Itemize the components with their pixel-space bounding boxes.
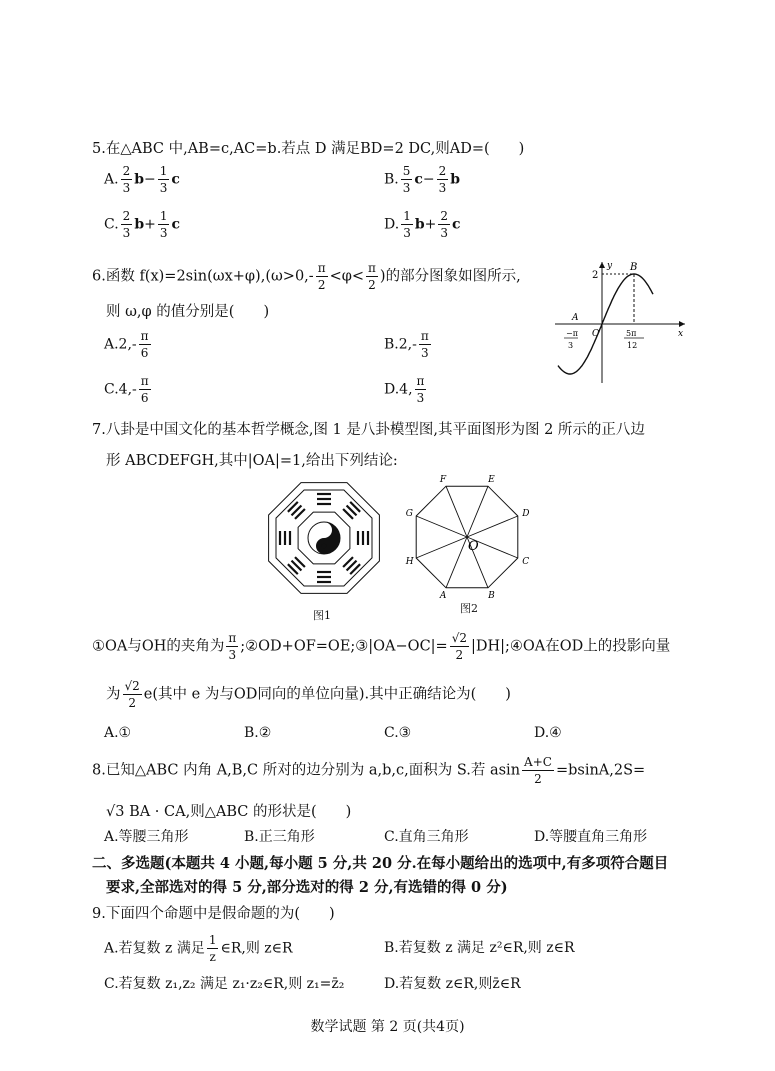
vertex-label-f: F — [439, 474, 447, 485]
vertex-label-c: C — [522, 557, 530, 568]
q8-line2: √3 BA · CA,则△ABC 的形状是( ) — [106, 804, 352, 820]
q6-sine-graph — [550, 258, 690, 388]
point-a-label: A — [572, 313, 579, 323]
right-tick-num: 5π — [626, 329, 637, 338]
left-tick-den: 3 — [568, 341, 574, 350]
q8-option-b: B.正三角形 — [244, 829, 315, 845]
y-label: y — [607, 261, 613, 271]
q9-stem: 9.下面四个命题中是假命题的为( ) — [92, 906, 335, 922]
q7-option-c: C.③ — [384, 725, 412, 741]
section2-heading-line1: 二、多选题(本题共 4 小题,每小题 5 分,共 20 分.在每小题给出的选项中,有多项符合题目 — [92, 855, 669, 872]
q5-option-b: B. $\frac{5}{3}$ c− $\frac{2}{3}$ b — [384, 164, 461, 195]
page-footer: 数学试题 第 2 页(共4页) — [310, 1019, 465, 1035]
q5-option-a: A. $\frac{2}{3}$ b− $\frac{1}{3}$ c — [104, 164, 180, 195]
q5-stem: 5.在△ABC 中,AB=c,AC=b.若点 D 满足BD=2 DC,则AD=( ) — [92, 141, 525, 157]
q9-option-a: A.若复数 z 满足 $\frac{1}{z}$ ∈R,则 z∈R — [104, 933, 293, 964]
vertex-label-d: D — [522, 508, 530, 519]
q6-option-a: A.2,- $\frac{\pi}{6}$ — [104, 329, 149, 360]
q9-option-c: C.若复数 z₁,z₂ 满足 z₁·z₂∈R,则 z₁=z̄₂ — [104, 976, 345, 992]
vertex-label-a: A — [439, 591, 447, 599]
bagua-figure — [258, 478, 390, 608]
q7-option-d: D.④ — [534, 725, 562, 741]
section2-heading-line2: 要求,全部选对的得 5 分,部分选对的得 2 分,有选错的得 0 分) — [106, 879, 508, 896]
vertex-label-e: E — [488, 474, 495, 485]
q6-option-d: D.4, $\frac{\pi}{3}$ — [384, 374, 425, 405]
right-tick-den: 12 — [627, 341, 638, 350]
vertex-label-h: H — [405, 557, 414, 568]
center-label-o: O — [468, 539, 479, 554]
q6-stem-line1: 6.函数 f(x)=2sin(ωx+φ),(ω>0,- $\frac{\pi}{2}$ <φ< $\frac{\pi}{2}$ )的部分图象如图所示, — [92, 261, 521, 292]
q6-option-b: B.2,- $\frac{\pi}{3}$ — [384, 329, 429, 360]
q7-option-b: B.② — [244, 725, 272, 741]
q9-option-b: B.若复数 z 满足 z²∈R,则 z∈R — [384, 940, 575, 956]
q8-line1: 8.已知△ABC 内角 A,B,C 所对的边分别为 a,b,c,面积为 S.若 asin $\frac{A+C}{2}$ =bsinA,2S= — [92, 755, 646, 786]
q7-conclusions-line: ①OA与OH的夹角为 $\frac{\pi}{3}$ ;②OD+OF=OE;③|OA−OC|= $\frac{√2}{2}$ |DH|;④OA在OD上的投影向量 — [92, 631, 671, 662]
q9-option-d: D.若复数 z∈R,则z̄∈R — [384, 976, 521, 992]
q5-option-d: D. $\frac{1}{3}$ b+ $\frac{2}{3}$ c — [384, 209, 461, 240]
vertex-label-g: G — [405, 508, 414, 519]
q8-option-a: A.等腰三角形 — [104, 829, 189, 845]
q5-option-c: C. $\frac{2}{3}$ b+ $\frac{1}{3}$ c — [104, 209, 181, 240]
fig2-caption: 图2 — [460, 602, 478, 615]
left-tick-num: −π — [566, 329, 578, 338]
x-axis-arrow — [679, 321, 685, 327]
origin-label: O — [592, 329, 600, 339]
q7-line4: 为 $\frac{√2}{2}$ e(其中 e 为与OD同向的单位向量).其中正确结论为( ) — [106, 679, 511, 710]
q7-option-a: A.① — [104, 725, 132, 741]
q7-line2: 形 ABCDEFGH,其中|OA|=1,给出下列结论: — [106, 453, 398, 469]
q8-option-c: C.直角三角形 — [384, 829, 469, 845]
q6-stem-line2: 则 ω,φ 的值分别是( ) — [106, 304, 270, 320]
fig1-caption: 图1 — [313, 609, 331, 622]
max-label: 2 — [592, 270, 599, 281]
point-b-label: B — [630, 262, 638, 273]
q7-line1: 7.八卦是中国文化的基本哲学概念,图 1 是八卦模型图,其平面图形为图 2 所示的正八边 — [92, 422, 645, 438]
x-label: x — [678, 329, 684, 339]
q6-option-c: C.4,- $\frac{\pi}{6}$ — [104, 374, 149, 405]
q8-option-d: D.等腰直角三角形 — [534, 829, 648, 845]
vertex-label-b: B — [488, 591, 495, 599]
octagon-figure — [405, 474, 535, 599]
y-axis-arrow — [599, 262, 605, 268]
